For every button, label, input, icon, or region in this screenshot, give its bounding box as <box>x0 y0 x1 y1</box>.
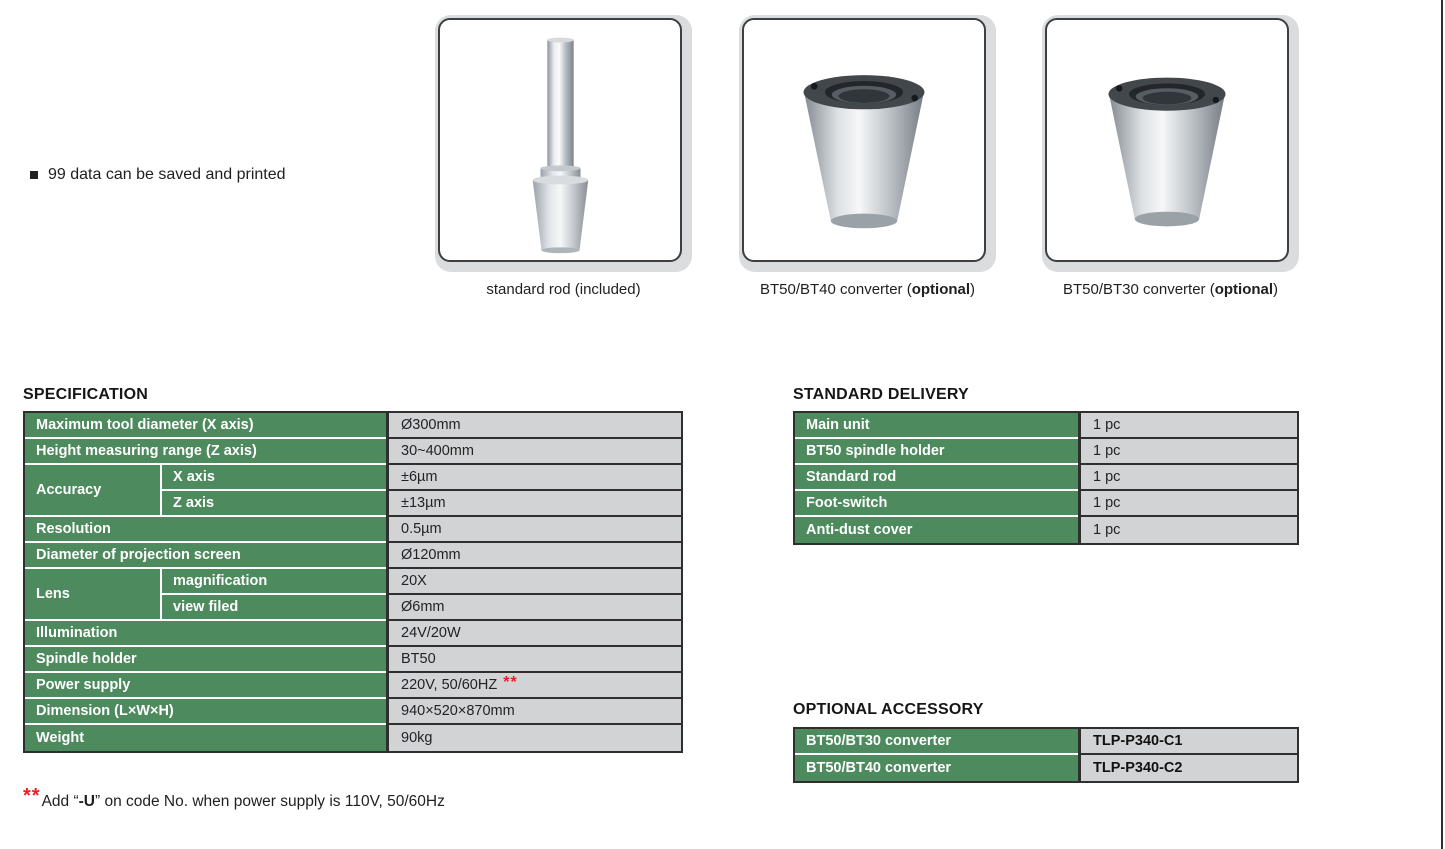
accessory-item-cell: BT50/BT30 converter <box>795 729 1078 755</box>
spec-sublabel-cell: view filed <box>162 595 386 621</box>
accessory-item-cell: BT50/BT40 converter <box>795 755 1078 781</box>
caption-text: standard rod (included) <box>486 281 641 298</box>
spec-label-cell: Power supply <box>25 673 386 699</box>
caption-bold: optional <box>911 281 971 298</box>
specification-title: SPECIFICATION <box>23 386 148 403</box>
spec-value-cell: 90kg <box>386 725 681 751</box>
standard-delivery-title: STANDARD DELIVERY <box>793 386 969 403</box>
spec-sublabel-cell: Z axis <box>162 491 386 517</box>
product-standard-rod <box>435 15 692 298</box>
delivery-row <box>795 413 1297 439</box>
power-supply-footnote <box>23 785 445 812</box>
spec-row <box>25 673 681 699</box>
product-photo-card <box>742 18 986 262</box>
spec-sublabel-cell: X axis <box>162 465 386 491</box>
delivery-qty-cell: 1 pc <box>1078 439 1297 465</box>
spec-value-cell: 940×520×870mm <box>386 699 681 725</box>
page-right-border <box>1441 0 1443 849</box>
delivery-qty-cell: 1 pc <box>1078 465 1297 491</box>
bt50-bt40-converter-image <box>744 21 984 260</box>
product-caption <box>1042 281 1299 298</box>
spec-row <box>25 517 681 543</box>
caption-bold: optional <box>1214 281 1274 298</box>
spec-row <box>25 621 681 647</box>
spec-row <box>25 439 681 465</box>
product-bt50-bt30-converter <box>1042 15 1299 298</box>
standard-delivery-table <box>793 411 1299 545</box>
spec-row <box>25 725 681 751</box>
product-bt50-bt40-converter <box>739 15 996 298</box>
spec-label-cell: Resolution <box>25 517 386 543</box>
standard-rod-image <box>440 21 680 260</box>
product-caption <box>435 281 692 298</box>
accessory-code-cell: TLP-P340-C2 <box>1078 755 1297 781</box>
optional-accessory-table <box>793 727 1299 783</box>
footnote-text: Add “ <box>41 793 79 810</box>
footnote-marker: ** <box>23 785 41 807</box>
footnote-bold-text: -U <box>78 793 95 810</box>
specification-table <box>23 411 683 753</box>
accessory-row <box>795 755 1297 781</box>
spec-label-cell: Weight <box>25 725 386 751</box>
spec-label-cell: Dimension (L×W×H) <box>25 699 386 725</box>
spec-sublabel-cell: magnification <box>162 569 386 595</box>
feature-bullet-item <box>30 166 286 184</box>
caption-text: BT50/BT40 converter ( <box>759 281 912 298</box>
delivery-qty-cell: 1 pc <box>1078 517 1297 543</box>
delivery-row <box>795 517 1297 543</box>
bt50-bt30-converter-image <box>1047 21 1287 260</box>
spec-value-cell: Ø6mm <box>386 595 681 621</box>
spec-row <box>25 465 681 491</box>
spec-label-cell: Spindle holder <box>25 647 386 673</box>
spec-value-cell: BT50 <box>386 647 681 673</box>
delivery-item-cell: Anti-dust cover <box>795 517 1078 543</box>
spec-row <box>25 569 681 595</box>
spec-row <box>25 543 681 569</box>
spec-value-cell <box>386 673 681 699</box>
spec-row <box>25 647 681 673</box>
delivery-qty-cell: 1 pc <box>1078 413 1297 439</box>
accessory-row <box>795 729 1297 755</box>
spec-value-cell: Ø300mm <box>386 413 681 439</box>
footnote-marker: ** <box>503 674 518 691</box>
delivery-qty-cell: 1 pc <box>1078 491 1297 517</box>
spec-group-cell: Accuracy <box>25 465 162 517</box>
delivery-item-cell: Foot-switch <box>795 491 1078 517</box>
spec-value-cell: 30~400mm <box>386 439 681 465</box>
caption-text: ) <box>1273 281 1279 298</box>
product-photo-card <box>1045 18 1289 262</box>
feature-bullet-text: 99 data can be saved and printed <box>48 166 286 183</box>
spec-group-cell: Lens <box>25 569 162 621</box>
product-photo-frame <box>739 15 996 272</box>
spec-value-cell: ±6µm <box>386 465 681 491</box>
product-photo-frame <box>435 15 692 272</box>
spec-row <box>25 699 681 725</box>
delivery-row <box>795 491 1297 517</box>
delivery-row <box>795 465 1297 491</box>
spec-label-cell: Illumination <box>25 621 386 647</box>
square-bullet-icon <box>30 171 38 179</box>
footnote-text: ” on code No. when power supply is 110V, 50/60Hz <box>95 793 445 810</box>
spec-value-text: 220V, 50/60HZ <box>401 677 498 693</box>
spec-value-cell: 24V/20W <box>386 621 681 647</box>
product-photo-card <box>438 18 682 262</box>
caption-text: BT50/BT30 converter ( <box>1062 281 1215 298</box>
delivery-row <box>795 439 1297 465</box>
spec-label-cell: Height measuring range (Z axis) <box>25 439 386 465</box>
delivery-item-cell: Standard rod <box>795 465 1078 491</box>
spec-row <box>25 413 681 439</box>
spec-value-cell: 0.5µm <box>386 517 681 543</box>
product-caption <box>739 281 996 298</box>
accessory-code-cell: TLP-P340-C1 <box>1078 729 1297 755</box>
optional-accessory-title: OPTIONAL ACCESSORY <box>793 701 984 718</box>
product-photo-frame <box>1042 15 1299 272</box>
delivery-item-cell: Main unit <box>795 413 1078 439</box>
spec-label-cell: Maximum tool diameter (X axis) <box>25 413 386 439</box>
spec-value-cell: 20X <box>386 569 681 595</box>
delivery-item-cell: BT50 spindle holder <box>795 439 1078 465</box>
spec-label-cell: Diameter of projection screen <box>25 543 386 569</box>
spec-value-cell: Ø120mm <box>386 543 681 569</box>
caption-text: ) <box>970 281 976 298</box>
spec-value-cell: ±13µm <box>386 491 681 517</box>
